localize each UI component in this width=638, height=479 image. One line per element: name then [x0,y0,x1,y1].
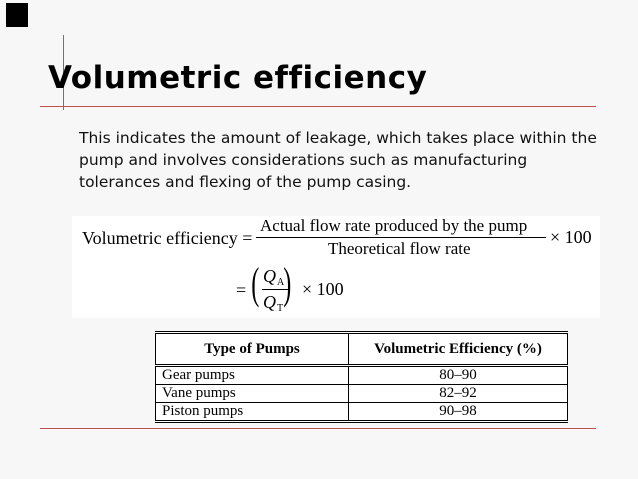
equation-numerator: Actual flow rate produced by the pump [260,216,528,235]
equation-denominator: Theoretical flow rate [328,239,471,258]
equation-label: Volumetric efficiency = [82,228,253,248]
table-row [156,385,568,403]
efficiency-cell: 82–92 [349,385,568,403]
table-header-type: Type of Pumps [156,333,349,366]
corner-accent-block [6,3,28,27]
pump-efficiency-table [155,331,568,423]
q-actual: $Q_A$ [263,266,285,288]
paren-open: ( [251,259,260,308]
footer-rule [40,428,596,429]
paren-close: ) [283,259,292,308]
efficiency-cell: 80–90 [349,366,568,385]
equation-line2-multiplier: × 100 [302,279,344,299]
table-row [156,403,568,422]
equation-multiplier: × 100 [550,227,592,247]
pump-type-cell: Piston pumps [156,403,349,422]
equation-line2-equals: = [236,280,247,300]
pump-type-cell: Gear pumps [156,366,349,385]
title-underline-rule [40,106,596,107]
pump-type-cell: Vane pumps [156,385,349,403]
fraction-bar [256,237,546,238]
equation-image [72,216,600,318]
slide-body-text: This indicates the amount of leakage, which takes place within the pump and involves considerations such as manufacturing tolerances and flexing of the pump casing. [79,129,597,191]
table-header-efficiency: Volumetric Efficiency (%) [349,333,568,366]
efficiency-cell: 90–98 [349,403,568,422]
table-row [156,366,568,385]
slide-title: Volumetric efficiency [48,60,428,96]
q-theoretical: $Q_T$ [263,292,284,314]
